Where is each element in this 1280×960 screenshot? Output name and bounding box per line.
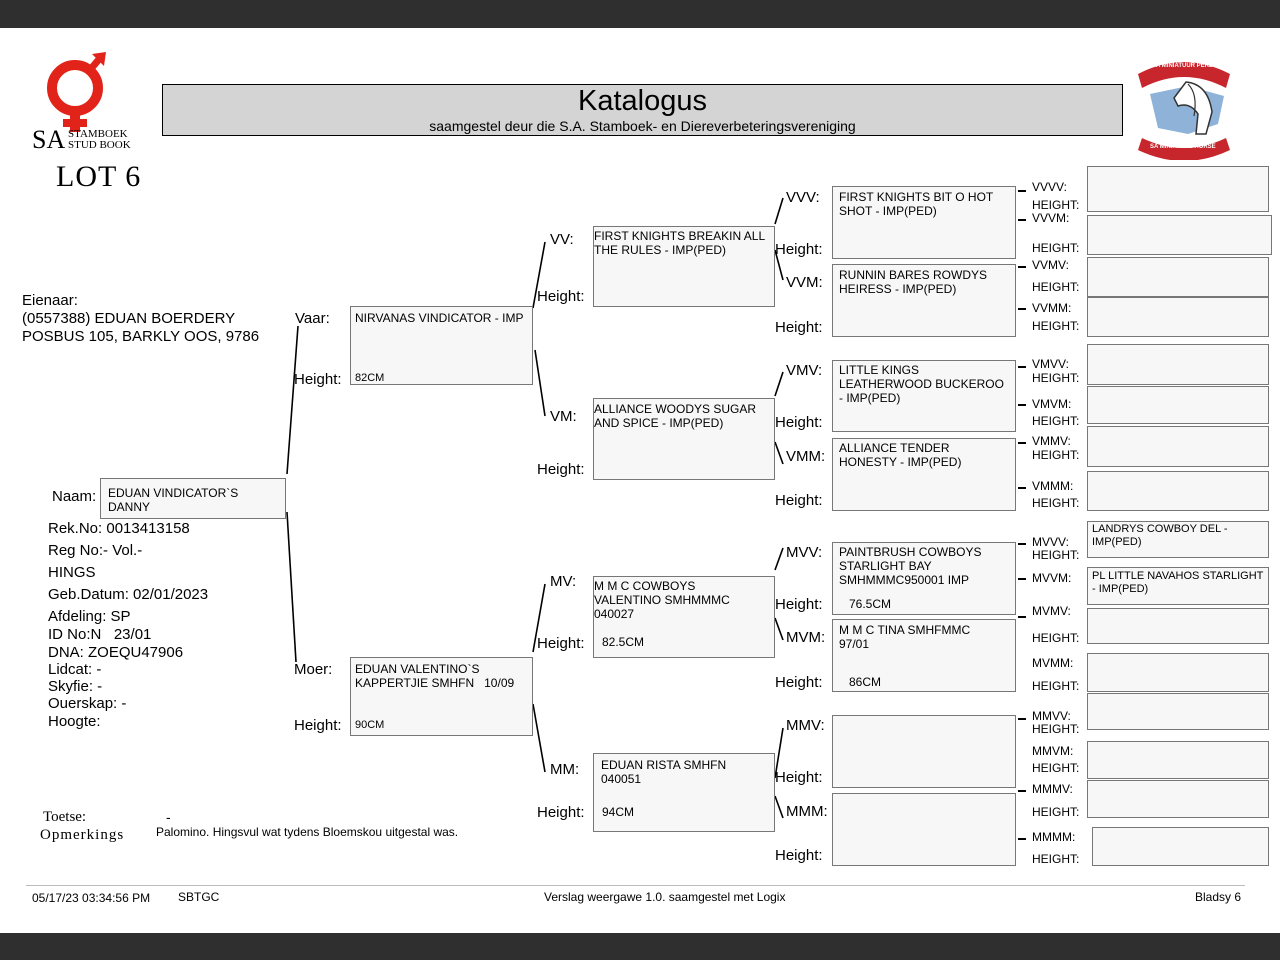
mvm-height-label: Height: — [775, 674, 823, 691]
mvmv-box — [1087, 608, 1269, 644]
mm-name: EDUAN RISTA SMHFN 040051 — [601, 758, 727, 786]
mm-height: 94CM — [602, 805, 635, 819]
vvvm-height-label: HEIGHT: — [1032, 241, 1080, 255]
vv-height-label: Height: — [537, 288, 585, 305]
mvvm-label: MVVM: — [1032, 571, 1072, 585]
moer-label: Moer: — [294, 661, 333, 678]
vmmv-height-label: HEIGHT: — [1032, 448, 1080, 462]
opmerkings-value: Palomino. Hingsvul wat tydens Bloemskou uitgestal was. — [156, 825, 459, 839]
vmmm-box — [1087, 471, 1269, 511]
vmvm-box — [1087, 386, 1269, 424]
vmv-height-label: Height: — [775, 414, 823, 431]
mvmv-label: MVMV: — [1032, 604, 1071, 618]
vvmm-height-label: HEIGHT: — [1032, 319, 1080, 333]
vmm-label: VMM: — [786, 448, 826, 465]
vvv-label: VVV: — [786, 189, 820, 206]
mvv-label: MVV: — [786, 544, 823, 561]
moer-height-label: Height: — [294, 717, 342, 734]
mvv-box — [832, 542, 1016, 615]
mvv-name: PAINTBRUSH COWBOYS STARLIGHT BAY SMHMMMC950001 IMP — [839, 545, 982, 587]
mmmv-height-label: HEIGHT: — [1032, 805, 1080, 819]
vvv-box — [832, 186, 1016, 259]
owner-line1: (0557388) EDUAN BOERDERY — [22, 310, 236, 327]
vvvv-label: VVVV: — [1032, 180, 1067, 194]
mvv-height-label: Height: — [775, 596, 823, 613]
vv-name: FIRST KNIGHTS BREAKIN ALL THE RULES - IMP(PED) — [594, 229, 765, 257]
vmm-height-label: Height: — [775, 492, 823, 509]
vm-height-label: Height: — [537, 461, 585, 478]
gen4-tick — [1018, 366, 1026, 368]
lot-number: LOT 6 — [56, 160, 142, 193]
vmvm-label: VMVM: — [1032, 397, 1072, 411]
gen4-tick — [1018, 266, 1026, 268]
detail-lidcat: Lidcat: - — [48, 661, 102, 678]
mmmv-label: MMMV: — [1032, 782, 1073, 796]
vvmv-height-label: HEIGHT: — [1032, 280, 1080, 294]
mvm-name: M M C TINA SMHFMMC 97/01 — [839, 623, 971, 651]
mvmm-label: MVMM: — [1032, 656, 1074, 670]
gen4-tick — [1018, 838, 1026, 840]
vmmv-label: VMMV: — [1032, 434, 1071, 448]
viewer-bottom-bar — [0, 933, 1280, 960]
logo-bottom-text: SA MINIATURE HORSE — [1150, 144, 1216, 150]
mm-height-label: Height: — [537, 804, 585, 821]
vv-box — [593, 226, 775, 307]
gen4-tick — [1018, 790, 1026, 792]
mmvm-height-label: HEIGHT: — [1032, 761, 1080, 775]
mv-label: MV: — [550, 573, 577, 590]
vvmm-box — [1087, 297, 1269, 337]
page-title: Katalogus — [578, 85, 707, 117]
vmmm-label: VMMM: — [1032, 479, 1074, 493]
mvvv-height-label: HEIGHT: — [1032, 548, 1080, 562]
footer-org: SBTGC — [178, 890, 220, 904]
detail-id-no: ID No:N 23/01 — [48, 626, 152, 643]
footer-version: Verslag weergawe 1.0. saamgestel met Logix — [544, 890, 786, 904]
page-subtitle: saamgestel deur die S.A. Stamboek- en Diereverbeteringsvereniging — [429, 118, 856, 134]
vvm-box — [832, 264, 1016, 337]
vvvv-height-label: HEIGHT: — [1032, 198, 1080, 212]
mmvv-label: MMVV: — [1032, 709, 1071, 723]
gen4-tick — [1018, 718, 1026, 720]
vaar-height: 82CM — [355, 372, 385, 384]
vvmv-box — [1087, 257, 1269, 297]
detail-birth-date: Geb.Datum: 02/01/2023 — [48, 586, 209, 603]
moer-box — [350, 657, 533, 736]
footer-timestamp: 05/17/23 03:34:56 PM — [32, 891, 151, 905]
vvm-name: RUNNIN BARES ROWDYS HEIRESS - IMP(PED) — [839, 268, 988, 296]
gen4-tick — [1018, 219, 1026, 221]
mvvm-box — [1087, 567, 1269, 605]
mvvv-box — [1087, 521, 1269, 558]
gen4-tick — [1018, 487, 1026, 489]
gen4-tick — [1018, 543, 1026, 545]
vm-box — [593, 398, 775, 480]
vm-label: VM: — [550, 408, 577, 425]
vaar-label: Vaar: — [295, 310, 330, 327]
logo-stamboek: STAMBOEK — [68, 128, 128, 140]
detail-rek-no: Rek.No: 0013413158 — [48, 520, 190, 537]
gen4-tick — [1018, 578, 1026, 580]
vaar-height-label: Height: — [294, 371, 342, 388]
vmmv-box — [1087, 426, 1269, 467]
mmv-height-label: Height: — [775, 769, 823, 786]
vmvv-label: VMVV: — [1032, 357, 1069, 371]
mmmm-label: MMMM: — [1032, 830, 1076, 844]
mmv-label: MMV: — [786, 717, 825, 734]
mvmv-height-label: HEIGHT: — [1032, 631, 1080, 645]
footer-page-number: Bladsy 6 — [1195, 890, 1242, 904]
vaar-name: NIRVANAS VINDICATOR - IMP — [355, 311, 524, 325]
mv-name: M M C COWBOYS VALENTINO SMHMMMC 040027 — [594, 579, 730, 621]
vvm-height-label: Height: — [775, 319, 823, 336]
vmm-name: ALLIANCE TENDER HONESTY - IMP(PED) — [839, 441, 962, 469]
mvm-label: MVM: — [786, 629, 826, 646]
mm-label: MM: — [550, 761, 580, 778]
detail-ouerskap: Ouerskap: - — [48, 695, 127, 712]
vmvm-height-label: HEIGHT: — [1032, 414, 1080, 428]
vmmm-height-label: HEIGHT: — [1032, 496, 1080, 510]
mmmv-box — [1087, 780, 1269, 818]
vvv-name: FIRST KNIGHTS BIT O HOT SHOT - IMP(PED) — [839, 190, 994, 218]
vmv-name: LITTLE KINGS LEATHERWOOD BUCKEROO - IMP(PED) — [839, 363, 1004, 405]
mvvv-name: LANDRYS COWBOY DEL - IMP(PED) — [1092, 523, 1228, 548]
vv-label: VV: — [550, 231, 574, 248]
moer-height: 90CM — [355, 719, 385, 731]
vvvm-label: VVVM: — [1032, 211, 1070, 225]
gen4-tick — [1018, 308, 1026, 310]
vmv-label: VMV: — [786, 362, 823, 379]
mvv-height: 76.5CM — [849, 597, 892, 611]
detail-dna: DNA: ZOEQU47906 — [48, 644, 184, 661]
mmvm-box — [1087, 741, 1269, 779]
document-page — [0, 28, 1280, 933]
mvmm-height-label: HEIGHT: — [1032, 679, 1080, 693]
name-label: Naam: — [52, 488, 97, 505]
mmvv-height-label: HEIGHT: — [1032, 722, 1080, 736]
logo-sa: SA — [32, 125, 66, 154]
gen4-tick — [1018, 404, 1026, 406]
vvmv-label: VVMV: — [1032, 258, 1069, 272]
mv-height: 82.5CM — [602, 635, 645, 649]
gen4-tick — [1018, 442, 1026, 444]
mvm-box — [832, 619, 1016, 692]
mm-box — [593, 753, 775, 832]
viewer-top-bar — [0, 0, 1280, 28]
gen4-tick — [1018, 616, 1026, 618]
mmmm-box — [1092, 827, 1269, 866]
detail-hoogte: Hoogte: — [48, 713, 101, 730]
logo-top-text: SA MINIATUUR PERD — [1152, 63, 1214, 69]
detail-section: Afdeling: SP — [48, 608, 131, 625]
gen4-tick — [1018, 190, 1026, 192]
vmm-box — [832, 438, 1016, 511]
detail-reg-no: Reg No:- Vol.- — [48, 542, 143, 559]
toetse-value: - — [166, 809, 171, 825]
mvvm-name: PL LITTLE NAVAHOS STARLIGHT - IMP(PED) — [1092, 570, 1264, 595]
vvvv-box — [1087, 166, 1269, 212]
mmmm-height-label: HEIGHT: — [1032, 852, 1080, 866]
vvmm-label: VVMM: — [1032, 301, 1072, 315]
opmerkings-label: Opmerkings — [40, 827, 125, 843]
mvvv-label: MVVV: — [1032, 535, 1069, 549]
mmv-box — [832, 715, 1016, 788]
owner-line2: POSBUS 105, BARKLY OOS, 9786 — [22, 328, 260, 345]
mvmm-box — [1087, 653, 1269, 692]
mmvm-label: MMVM: — [1032, 744, 1074, 758]
detail-sex: HINGS — [48, 564, 96, 581]
mmm-label: MMM: — [786, 803, 828, 820]
vvm-label: VVM: — [786, 274, 823, 291]
vaar-box — [350, 306, 533, 385]
mv-box — [593, 576, 775, 658]
mmm-height-label: Height: — [775, 847, 823, 864]
mmvv-box — [1087, 693, 1269, 730]
vvv-height-label: Height: — [775, 241, 823, 258]
owner-label: Eienaar: — [22, 292, 78, 309]
vmvv-height-label: HEIGHT: — [1032, 371, 1080, 385]
detail-skyfie: Skyfie: - — [48, 678, 103, 695]
vvvm-box — [1087, 215, 1272, 255]
moer-name: EDUAN VALENTINO`S KAPPERTJIE SMHFN 10/09 — [355, 662, 515, 690]
vm-name: ALLIANCE WOODYS SUGAR AND SPICE - IMP(PED) — [594, 402, 757, 430]
subject-box — [100, 478, 286, 519]
mv-height-label: Height: — [537, 635, 585, 652]
vmv-box — [832, 360, 1016, 432]
footer-divider — [26, 885, 1245, 886]
subject-name: EDUAN VINDICATOR`S DANNY — [108, 486, 239, 514]
mvm-height: 86CM — [849, 675, 882, 689]
vmvv-box — [1087, 344, 1269, 385]
logo-studbook: STUD BOOK — [68, 139, 131, 151]
toetse-label: Toetse: — [43, 809, 87, 825]
mmm-box — [832, 793, 1016, 866]
